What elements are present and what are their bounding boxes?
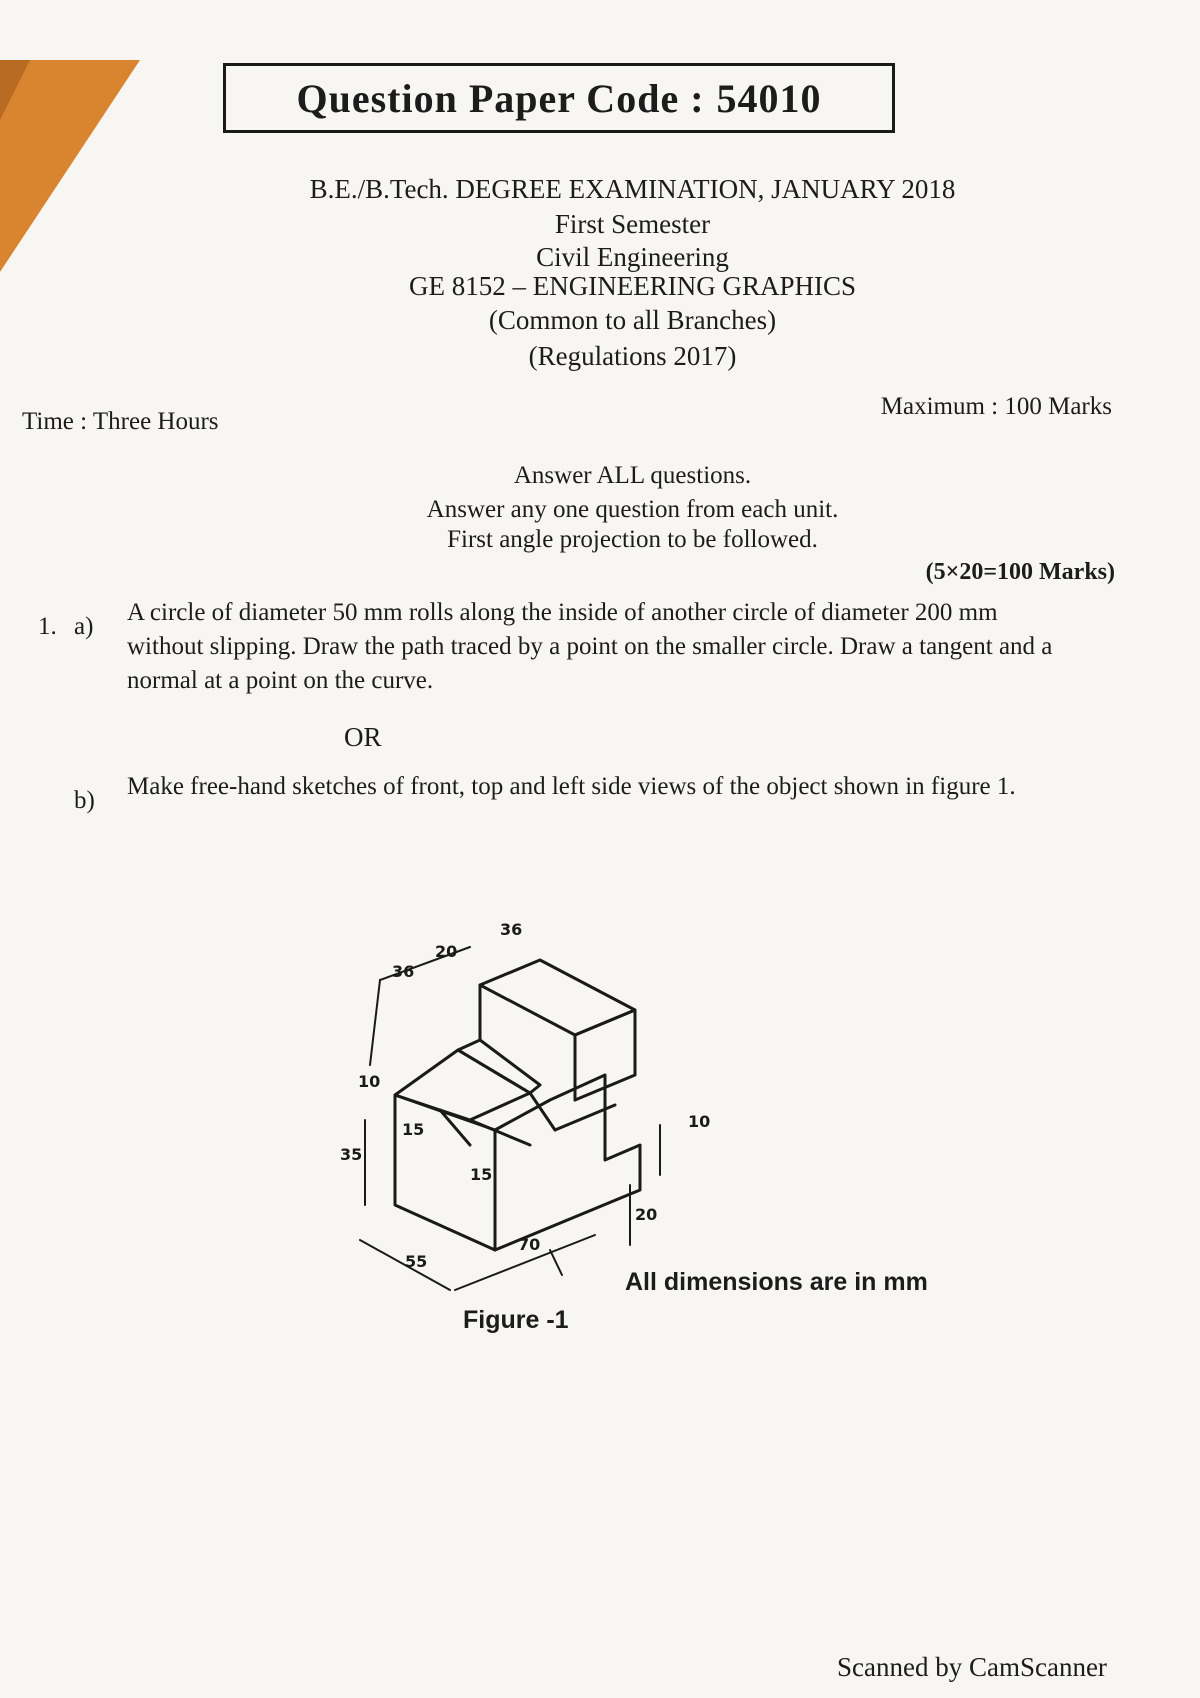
dim-label: 70 [518, 1235, 541, 1254]
branch: Civil Engineering [536, 242, 729, 272]
dim-label: 36 [500, 920, 523, 939]
code-label: Question Paper Code : [296, 75, 705, 121]
isometric-object-figure [340, 905, 720, 1295]
dim-label: 20 [635, 1205, 658, 1224]
or-separator: OR [344, 722, 382, 752]
question-paper-code-box [223, 63, 895, 133]
common-note: (Common to all Branches) [488, 305, 777, 335]
dim-label: 20 [435, 942, 458, 961]
part-a-label: a) [74, 613, 94, 640]
max-marks: Maximum : 100 Marks [880, 393, 1112, 420]
wedge-slope [458, 1040, 540, 1093]
dim-label: 10 [358, 1072, 381, 1091]
regulations: (Regulations 2017) [528, 341, 737, 371]
dimensions-note: All dimensions are in mm [625, 1268, 928, 1296]
semester: First Semester [554, 209, 711, 239]
dim-label: 15 [470, 1165, 493, 1184]
part-b-text: Make free-hand sketches of front, top and left side views of the object shown in figure 1. [127, 773, 1016, 800]
part-a-text: A circle of diameter 50 mm rolls along the inside of another circle of diameter 200 mm without slipping. Draw the path traced by a point on the smaller circle. Draw a tangent and a normal at a point on the curve. [127, 599, 1053, 694]
instruction-1: Answer ALL questions. [513, 462, 752, 489]
exam-time: Time : Three Hours [22, 408, 219, 435]
question-number: 1. [38, 613, 57, 640]
block-right-face [495, 1075, 640, 1250]
dim-label: 55 [405, 1252, 428, 1271]
tall-block-front [575, 1010, 635, 1100]
code-value: 54010 [716, 75, 822, 121]
part-b-label: b) [74, 787, 95, 814]
dim-label: 36 [392, 962, 415, 981]
scanner-watermark: Scanned by CamScanner [837, 1652, 1107, 1682]
dim-label: 35 [340, 1145, 363, 1164]
marks-scheme: (5×20=100 Marks) [925, 559, 1115, 585]
instruction-3: First angle projection to be followed. [447, 526, 818, 553]
exam-title: B.E./B.Tech. DEGREE EXAMINATION, JANUARY 2018 [309, 174, 956, 204]
instruction-2: Answer any one question from each unit. [426, 496, 839, 523]
figure-caption: Figure -1 [463, 1306, 569, 1334]
dim-label: 15 [402, 1120, 425, 1139]
dim-label: 10 [688, 1112, 711, 1131]
subject: GE 8152 – ENGINEERING GRAPHICS [409, 271, 856, 301]
tall-block-top [480, 960, 635, 1035]
